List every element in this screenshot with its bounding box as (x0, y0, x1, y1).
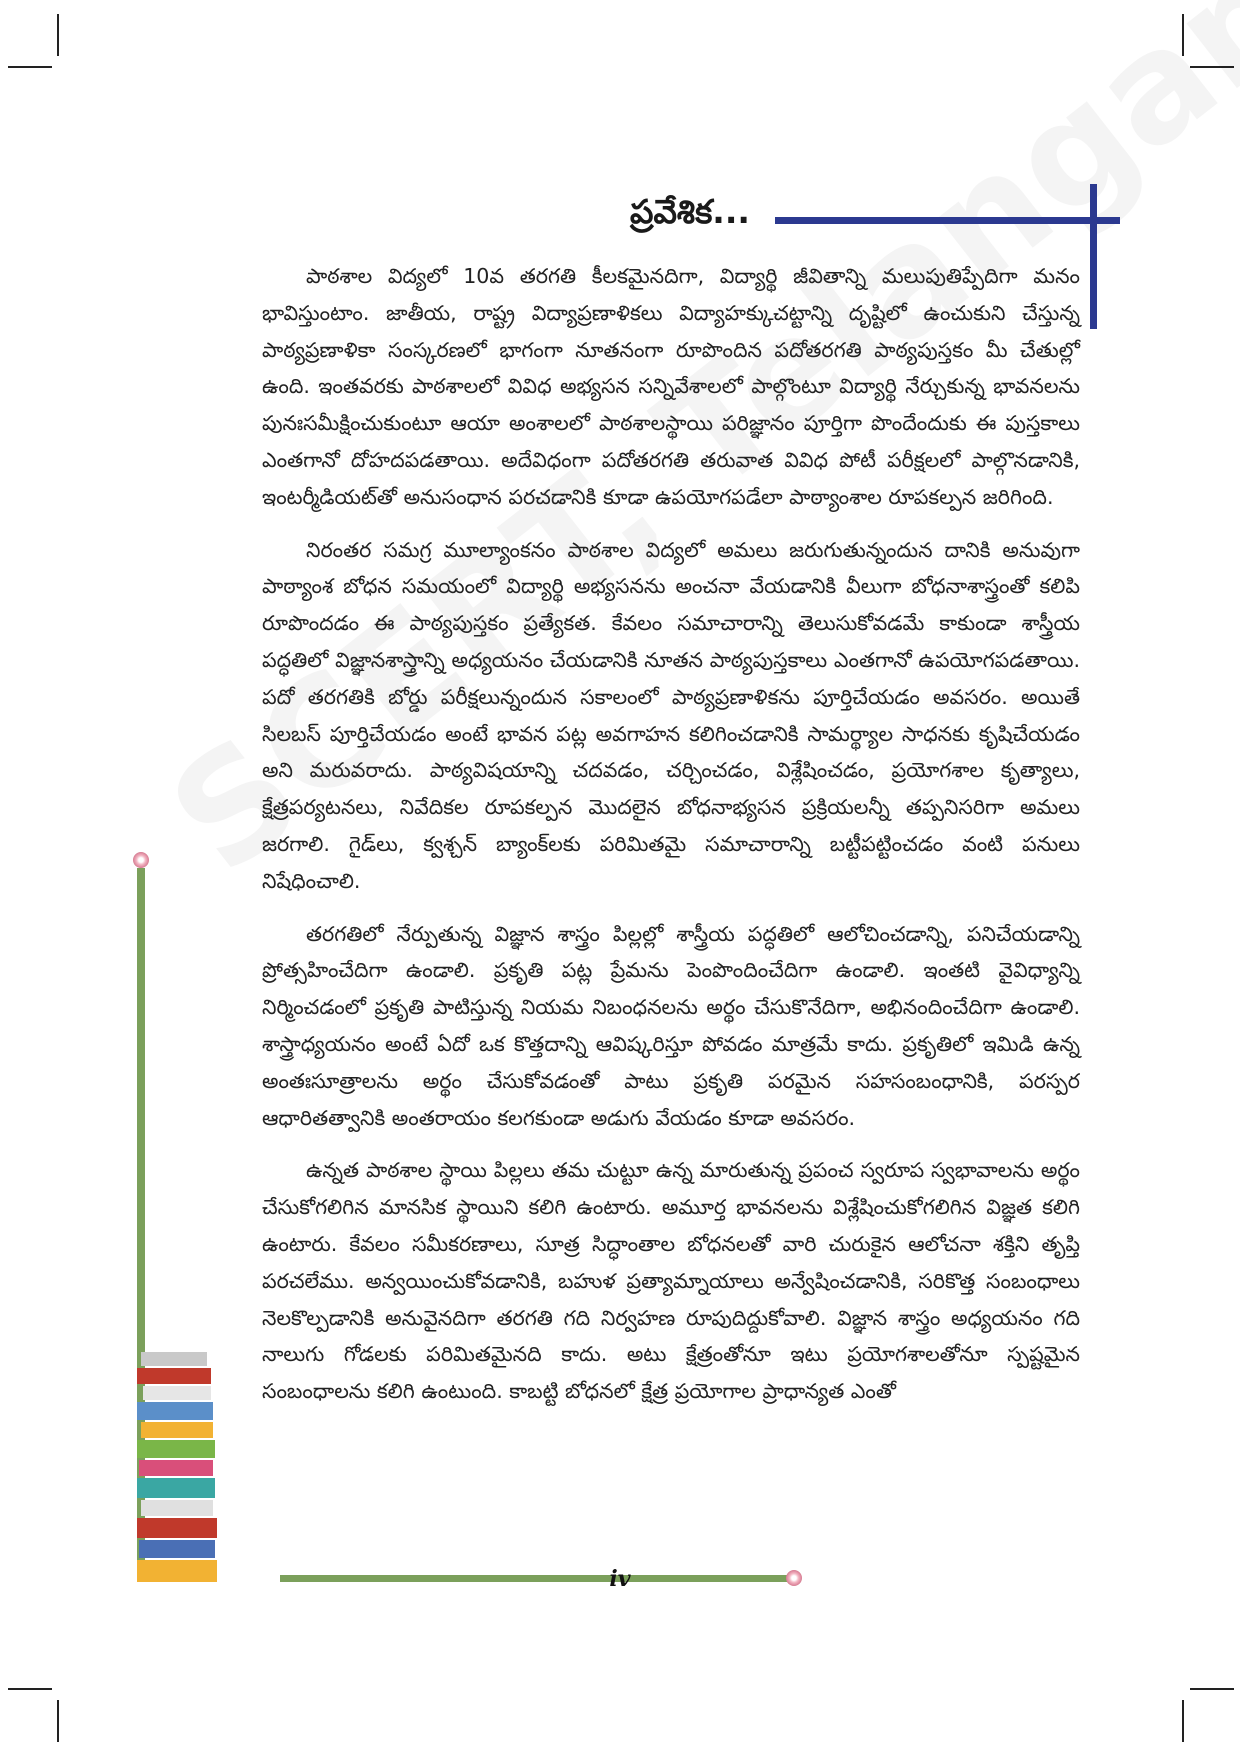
paragraph-1: పాఠశాల విద్యలో 10వ తరగతి కీలకమైనదిగా, విద్యార్థి జీవితాన్ని మలుపుతిప్పేదిగా మనం భావిస్తుంటాం. జాతీయ, రాష్ట్ర విద్యాప్రణాళికలు విద్యాహక్కుచట్టాన్ని దృష్టిలో ఉంచుకుని చేస్తున్న పాఠ్యప్రణాళికా సంస్కరణలో భాగంగా నూతనంగా రూపొందిన పదోతరగతి పాఠ్యపుస్తకం మీ చేతుల్లో ఉంది. ఇంతవరకు పాఠశాలలో వివిధ అభ్యసన సన్నివేశాలలో పాల్గొంటూ విద్యార్థి నేర్చుకున్న భావనలను పునఃసమీక్షించుకుంటూ ఆయా అంశాలలో పాఠశాలస్థాయి పరిజ్ఞానం పూర్తిగా పొందేందుకు ఈ పుస్తకాలు ఎంతగానో దోహదపడతాయి. అదేవిధంగా పదోతరగతి తరువాత వివిధ పోటీ పరీక్షలలో పాల్గొనడానికి, ఇంటర్మీడియట్‌తో అనుసంధాన పరచడానికి కూడా ఉపయోగపడేలా పాఠ్యాంశాల రూపకల్పన జరిగింది. (262, 264, 1080, 509)
crop-mark-top-left-h (8, 66, 52, 68)
crop-mark-top-left-v (57, 14, 59, 56)
paragraph-3: తరగతిలో నేర్పుతున్న విజ్ఞాన శాస్త్రం పిల్లల్లో శాస్త్రీయ పద్ధతిలో ఆలోచించడాన్ని, పనిచేయడాన్ని ప్రోత్సహించేదిగా ఉండాలి. ప్రకృతి పట్ల ప్రేమను పెంపొందించేదిగా ఉండాలి. ఇంతటి వైవిధ్యాన్ని నిర్మించడంలో ప్రకృతి పాటిస్తున్న నియమ నిబంధనలను అర్థం చేసుకొనేదిగా, అభినందించేదిగా ఉండాలి. శాస్త్రాధ్యయనం అంటే ఏదో ఒక కొత్తదాన్ని ఆవిష్కరిస్తూ పోవడం మాత్రమే కాదు. ప్రకృతిలో ఇమిడి ఉన్న అంతఃసూత్రాలను అర్థం చేసుకోవడంతో పాటు ప్రకృతి పరమైన సహసంబంధానికి, పరస్పర ఆధారితత్వానికి అంతరాయం కలగకుండా అడుగు వేయడం కూడా అవసరం. (262, 921, 1080, 1130)
crop-mark-bottom-left-h (8, 1688, 52, 1690)
flower-ornament-top (133, 852, 149, 868)
paragraph-2: నిరంతర సమగ్ర మూల్యాంకనం పాఠశాల విద్యలో అమలు జరుగుతున్నందున దానికి అనువుగా పాఠ్యాంశ బోధన సమయంలో విద్యార్థి అభ్యసనను అంచనా వేయడానికి వీలుగా బోధనాశాస్త్రంతో కలిపి రూపొందడం ఈ పాఠ్యపుస్తకం ప్రత్యేకత. కేవలం సమాచారాన్ని తెలుసుకోవడమే కాకుండా శాస్త్రీయ పద్ధతిలో విజ్ఞానశాస్త్రాన్ని అధ్యయనం చేయడానికి నూతన పాఠ్యపుస్తకాలు ఎంతగానో ఉపయోగపడతాయి. పదో తరగతికి బోర్డు పరీక్షలున్నందున సకాలంలో పాఠ్యప్రణాళికను పూర్తిచేయడం అవసరం. అయితే సిలబస్ పూర్తిచేయడం అంటే భావన పట్ల అవగాహన కలిగించడానికి సామర్థ్యాల సాధనకు కృషిచేయడం అని మరువరాదు. పాఠ్యవిషయాన్ని చదవడం, చర్చించడం, విశ్లేషించడం, ప్రయోగశాల కృత్యాలు, క్షేత్రపర్యటనలు, నివేదికల రూపకల్పన మొదలైన బోధనాభ్యసన ప్రక్రియలన్నీ తప్పనిసరిగా అమలు జరగాలి. గైడ్‌లు, క్వశ్చన్ బ్యాంక్‌లకు పరిమితమై సమాచారాన్ని బట్టీపట్టించడం వంటి పనులు నిషేధించాలి. (262, 537, 1080, 893)
crop-mark-bottom-right-v (1182, 1700, 1184, 1742)
page-number: iv (609, 1566, 631, 1592)
crop-mark-top-right-h (1190, 66, 1234, 68)
paragraph-4: ఉన్నత పాఠశాల స్థాయి పిల్లలు తమ చుట్టూ ఉన్న మారుతున్న ప్రపంచ స్వరూప స్వభావాలను అర్థం చేసుకోగలిగిన మానసిక స్థాయిని కలిగి ఉంటారు. అమూర్త భావనలను విశ్లేషించుకోగలిగిన విజ్ఞత కలిగి ఉంటారు. కేవలం సమీకరణాలు, సూత్ర సిద్ధాంతాల బోధనలతో వారి చురుకైన ఆలోచనా శక్తిని తృప్తి పరచలేము. అన్వయించుకోవడానికి, బహుళ ప్రత్యామ్నాయాలు అన్వేషించడానికి, సరికొత్త సంబంధాలు నెలకొల్పడానికి అనువైనదిగా తరగతి గది నిర్వహణ రూపుదిద్దుకోవాలి. విజ్ఞాన శాస్త్రం అధ్యయనం గది నాలుగు గోడలకు పరిమితమైనది కాదు. అటు క్షేత్రంతోనూ ఇటు ప్రయోగశాలతోనూ స్పష్టమైన సంబంధాలను కలిగి ఉంటుంది. కాబట్టి బోధనలో క్షేత్ర ప్రయోగాల ప్రాధాన్యత ఎంతో (262, 1158, 1080, 1404)
title-vertical-rule (1090, 184, 1097, 329)
crop-mark-bottom-left-v (57, 1700, 59, 1742)
page-title: ప్రవేశిక... (630, 192, 750, 231)
crop-mark-bottom-right-h (1190, 1688, 1234, 1690)
books-stack-illustration (137, 1352, 217, 1582)
title-rule (775, 217, 1120, 224)
crop-mark-top-right-v (1182, 14, 1184, 56)
body-text (262, 258, 1080, 1426)
